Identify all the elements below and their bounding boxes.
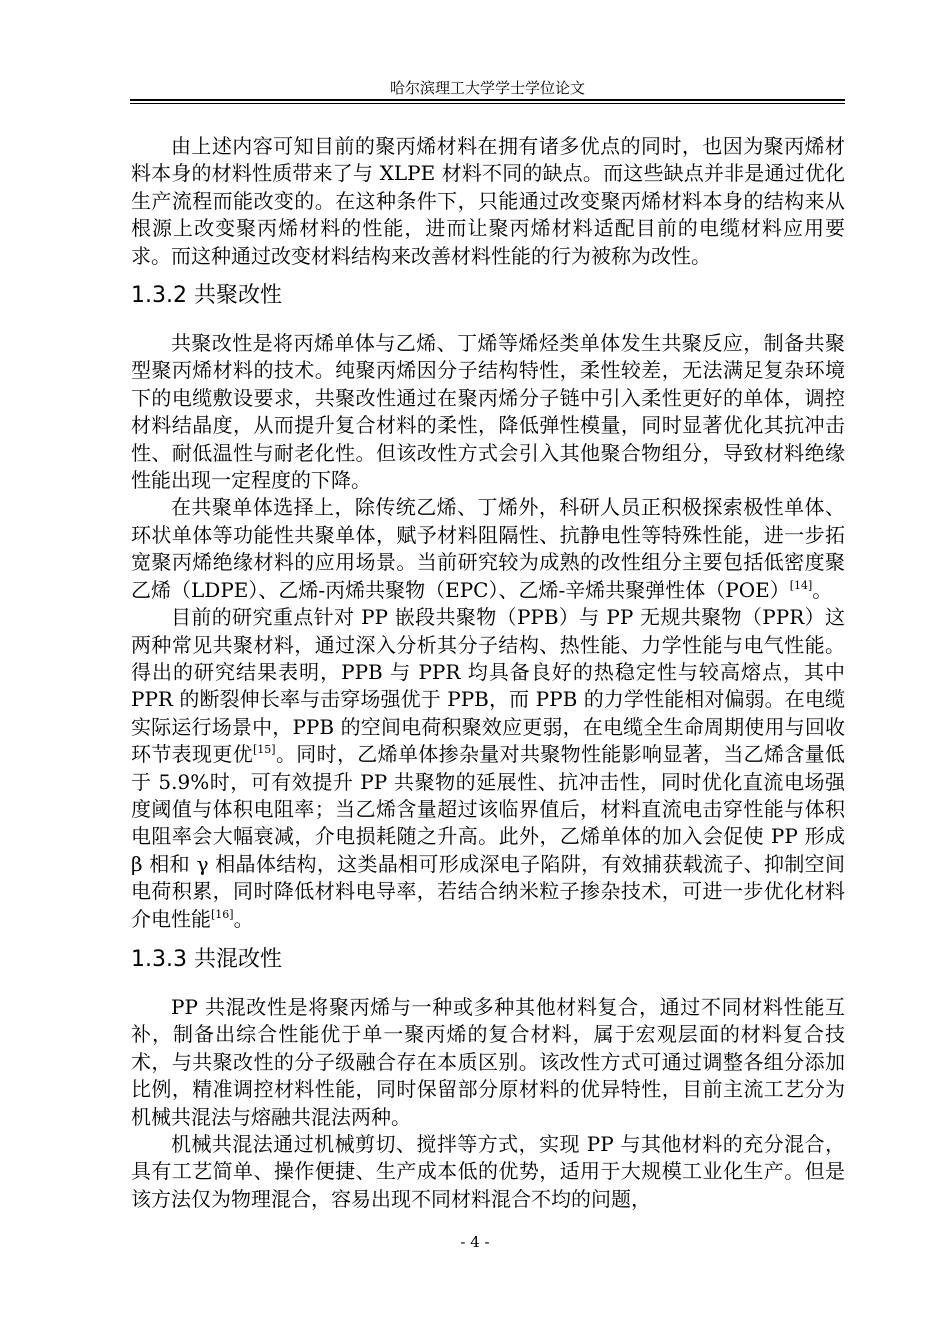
section-heading-1-3-3: 1.3.3 共混改性 [131, 946, 282, 972]
body-paragraph [131, 494, 845, 604]
body-paragraph: 共聚改性是将丙烯单体与乙烯、丁烯等烯烃类单体发生共聚反应，制备共聚型聚丙烯材料的技术。纯聚丙烯因分子结构特性，柔性较差，无法满足复杂环境下的电缆敷设要求，共聚改性通过在聚丙烯分子链中引入柔性更好的单体，调控材料结晶度，从而提升复合材料的柔性，降低弹性模量，同时显著优化其抗冲击性、耐低温性与耐老化性。但该改性方式会引入其他聚合物组分，导致材料绝缘性能出现一定程度的下降。 [131, 331, 845, 493]
paragraph-text: 。同时，乙烯单体掺杂量对共聚物性能影响显著，当乙烯含量低于 5.9%时，可有效提升 PP 共聚物的延展性、抗冲击性，同时优化直流电场强度阈值与体积电阻率；当乙烯含量超过该临界值后，材料直流电击穿性能与体积电阻率会大幅衰减，介电损耗随之升高。此外，乙烯单体的加入会促使 PP 形成 β 相和 γ 相晶体结构，这类晶相可形成深电子陷阱，有效捕获载流子、抑制空间电荷积累，同时降低材料电导率，若结合纳米粒子掺杂技术，可进一步优化材料介电性能 [131, 742, 846, 931]
body-paragraph: PP 共混改性是将聚丙烯与一种或多种其他材料复合，通过不同材料性能互补，制备出综合性能优于单一聚丙烯的复合材料，属于宏观层面的材料复合技术，与共聚改性的分子级融合存在本质区别。该改性方式可通过调整各组分添加比例，精准调控材料性能，同时保留部分原材料的优异特性，目前主流工艺分为机械共混法与熔融共混法两种。 [131, 994, 845, 1129]
section-heading-1-3-2: 1.3.2 共聚改性 [131, 283, 282, 309]
body-paragraph: 机械共混法通过机械剪切、搅拌等方式，实现 PP 与其他材料的充分混合，具有工艺简单、操作便捷、生产成本低的优势，适用于大规模工业化生产。但是该方法仅为物理混合，容易出现不同材料混合不均的问题， [131, 1132, 845, 1211]
citation-ref: [16] [211, 907, 234, 921]
citation-ref: [14] [789, 578, 813, 592]
running-header: 哈尔滨理工大学学士学位论文 [389, 79, 585, 97]
header-rule [130, 99, 845, 104]
paragraph-text: 目前的研究重点针对 PP 嵌段共聚物（PPB）与 PP 无规共聚物（PPR）这两种常见共聚材料，通过深入分析其分子结构、热性能、力学性能与电气性能。得出的研究结果表明，PPB 与 PPR 均具备良好的热稳定性与较高熔点，其中 PPR 的断裂伸长率与击穿场强优于 PPB，而 PPB 的力学性能相对偏弱。在电缆实际运行场景中，PPB 的空间电荷积聚效应更弱，在电缆全生命周期使用与回收环节表现更优 [131, 605, 845, 767]
page-number: - 4 - [460, 1233, 490, 1251]
citation-ref: [15] [253, 743, 276, 757]
paragraph-text: 。 [812, 577, 833, 602]
page-body [131, 133, 845, 1213]
body-paragraph: 由上述内容可知目前的聚丙烯材料在拥有诸多优点的同时，也因为聚丙烯材料本身的材料性质带来了与 XLPE 材料不同的缺点。而这些缺点并非是通过优化生产流程而能改变的。在这种条件下，只能通过改变聚丙烯材料本身的结构来从根源上改变聚丙烯材料的性能，进而让聚丙烯材料适配目前的电缆材料应用要求。而这种通过改变材料结构来改善材料性能的行为被称为改性。 [131, 134, 845, 268]
body-paragraph [131, 604, 845, 933]
paragraph-text: 在共聚单体选择上，除传统乙烯、丁烯外，科研人员正积极探索极性单体、环状单体等功能性共聚单体，赋予材料阻隔性、抗静电性等特殊性能，进一步拓宽聚丙烯绝缘材料的应用场景。当前研究较为成熟的改性组分主要包括低密度聚乙烯（LDPE）、乙烯-丙烯共聚物（EPC）、乙烯-辛烯共聚弹性体（POE） [131, 495, 845, 602]
paragraph-text: 。 [233, 906, 254, 931]
